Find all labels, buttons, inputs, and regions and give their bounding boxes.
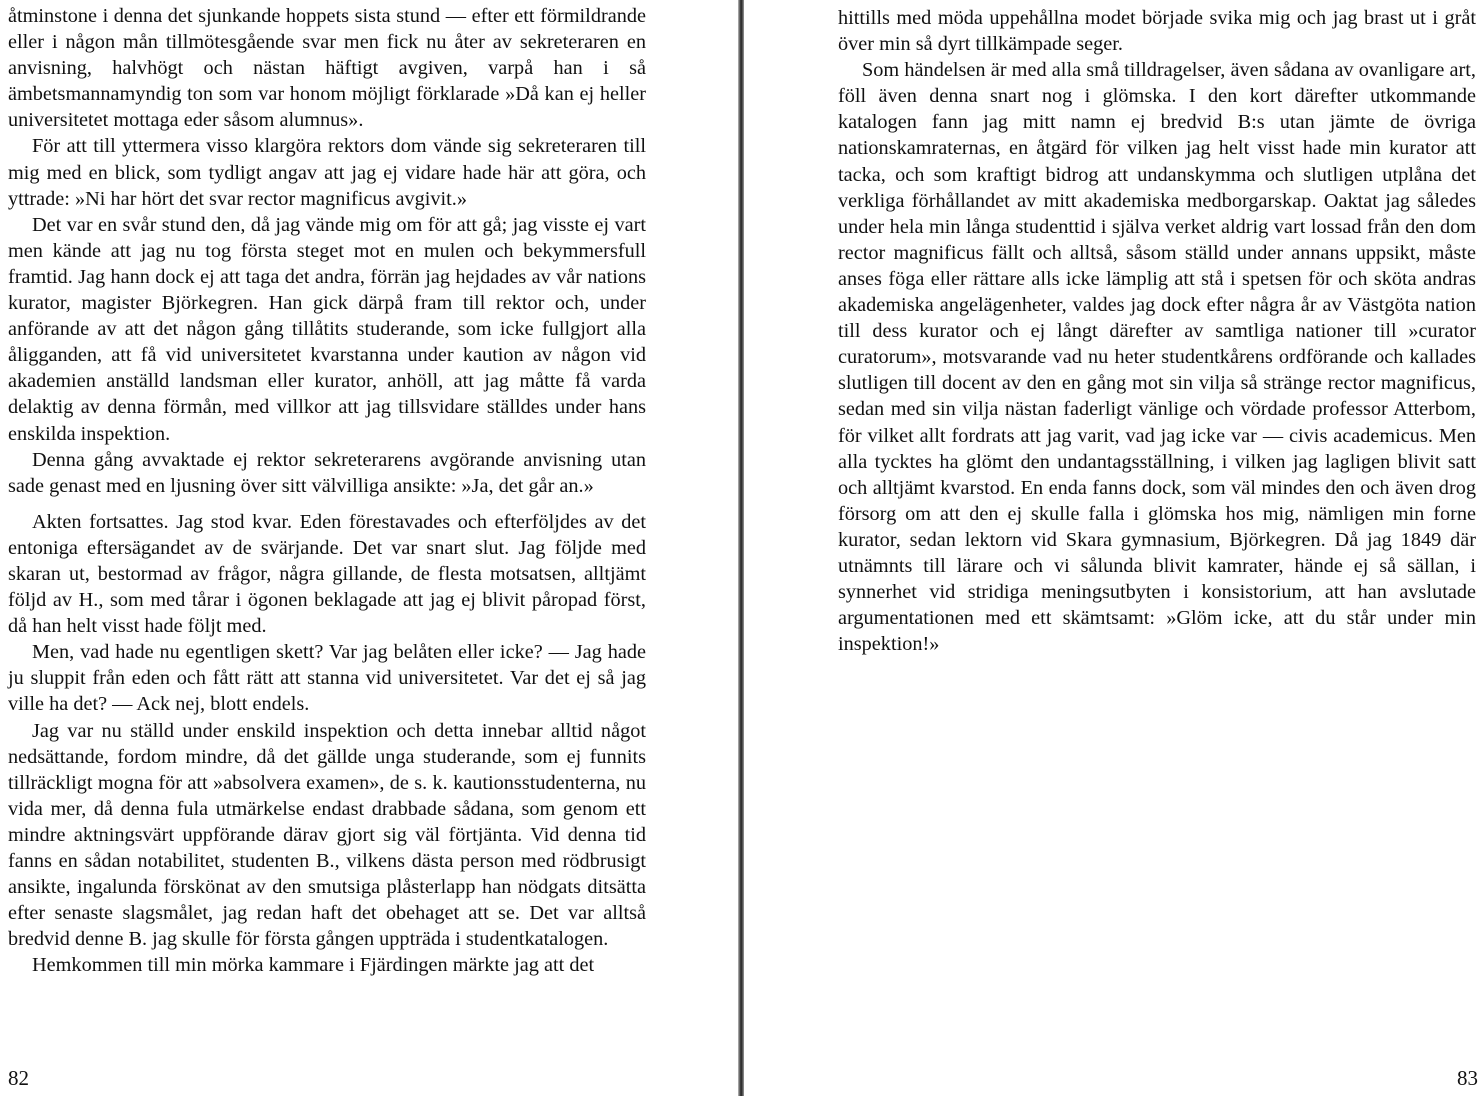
paragraph: Det var en svår stund den, då jag vände mig om för att gå; jag visste ej vart men kände att jag nu tog första steget mot en mulen och bekymmersfull framtid. Jag hann dock ej att taga det andra, förrän jag hejdades av vår nations kurator, magister Björkegren. Han gick därpå fram till rektor och, under anförande av att det någon gång tillåtits studerande, som icke fullgjort alla åligganden, att få vid universitetet kvarstanna under kaution av någon vid akademien anställd landsman eller kurator, anhöll, att jag måtte få varda delaktig av denna förmån, med villkor att jag tillsvidare ställdes under hans enskilda inspektion.: [8, 213, 646, 445]
right-page-text: [838, 5, 1476, 657]
paragraph: åtminstone i denna det sjunkande hoppets sista stund — efter ett förmildrande eller i någon mån tillmötesgående svar men fick nu åter av sekreteraren en anvisning, halvhögt och nästan häftigt avgiven, varpå han i så ämbetsmannamyndig ton som var honom möjligt förklarade »Då kan ej heller universitetet mottaga eder såsom alumnus».: [8, 5, 646, 132]
page-number-right: 83: [1457, 1066, 1478, 1090]
paragraph: Akten fortsattes. Jag stod kvar. Eden förestavades och efterföljdes av det entoniga eftersägandet av de svärjande. Det var snart slut. Jag följde med skaran ut, bestormad av frågor, några gillande, de flesta motsatsen, alltjämt följd av H., som med tårar i ögonen beklagade att jag ej blivit påropad först, då han helt visst hade följt med.: [8, 510, 646, 638]
paragraph: Hemkommen till min mörka kammare i Fjärdingen märkte jag att det: [32, 954, 595, 977]
right-page: [744, 0, 1482, 1096]
paragraph: Som händelsen är med alla små tilldragelser, även sådana av ovanligare art, föll även denna snart nog i glömska. I den kort därefter utkommande katalogen fann jag mitt namn ej bredvid B:s utan jämte de övriga nationskamraternas, en åtgärd för vilken jag helt visst hade min kurator att tacka, och som kraftigt bidrog att undanskymma och slutligen utplåna det verkliga förhållandet av mitt akademiska medborgarskap. Oaktat jag således under hela min långa studenttid i själva verket aldrig vart lossad från den dom rector magnificus fällt och alltså, såsom ställd under annans uppsikt, måste anses föga eller rättare alls icke lämplig att stå i spetsen för och sköta andras akademiska angelägenheter, valdes jag dock efter några år av Västgöta nation till dess kurator och ej långt därefter av samtliga nationer till »curator curatorum», motsvarande vad nu heter studentkårens ordförande och kallades slutligen till docent av den en gång mot sin vilja så stränge rector magnificus, sedan med sin vilja nästan faderligt vänlige och vördade professor Atterbom, för vilket allt fordrats att jag varit, vad jag icke var — civis academicus. Men alla tycktes ha glömt den undantagsställning, i vilken jag lagligen blivit satt och alltjämt kvarstod. En enda fanns dock, som väl mindes den och även drog försorg om att den ej skulle falla i glömska hos mig, nämligen min forne kurator, sedan lektorn vid Skara gymnasium, Björkegren. Då jag 1849 där utnämnts till lärare och vi sålunda blivit kamrater, hände ej så sällan, i synnerhet vid stridiga meningsutbyten i konsistorium, att han avslutade argumentationen med ett skämtsamt: »Glöm icke, att du står under min inspektion!»: [838, 59, 1476, 656]
left-page-text: [8, 3, 646, 978]
paragraph: hittills med möda uppehållna modet började svika mig och jag brast ut i gråt över min så dyrt tillkämpade seger.: [838, 7, 1476, 56]
page-number-left: 82: [8, 1066, 29, 1090]
paragraph: Jag var nu ställd under enskild inspektion och detta innebar alltid något nedsättande, fordom mindre, då det gällde unga studerande, som ej funnits tillräckligt mogna för att »absolvera examen», de s. k. kautionsstudenterna, nu vida mer, då denna fula utmärkelse endast drabbade sådana, som genom ett mindre aktningsvärt uppförande därav gjort sig väl förtjänta. Vid denna tid fanns en sådan notabilitet, studenten B., vilkens dästa person med rödbrusigt ansikte, ingalunda förskönat av den smutsiga plåsterlapp han nödgats ditsätta efter senaste slagsmålet, jag redan haft det obehaget att se. Det var alltså bredvid denne B. jag skulle för första gången uppträda i studentkatalogen.: [8, 719, 646, 951]
paragraph: Men, vad hade nu egentligen skett? Var jag belåten eller icke? — Jag hade ju sluppit från eden och fått rätt att stanna vid universitetet. Var det ej så jag ville ha det? — Ack nej, blott endels.: [8, 641, 646, 716]
paragraph: Denna gång avvaktade ej rektor sekreterarens avgörande anvisning utan sade genast med en ljusning över sitt välvilliga ansikte: »Ja, det går an.»: [8, 448, 646, 497]
left-page: [0, 0, 740, 1096]
paragraph: För att till yttermera visso klargöra rektors dom vände sig sekreteraren till mig med en blick, som tydligt angav att jag ej vidare hade här att göra, och yttrade: »Ni har hört det svar rector magnificus avgivit.»: [8, 135, 646, 210]
